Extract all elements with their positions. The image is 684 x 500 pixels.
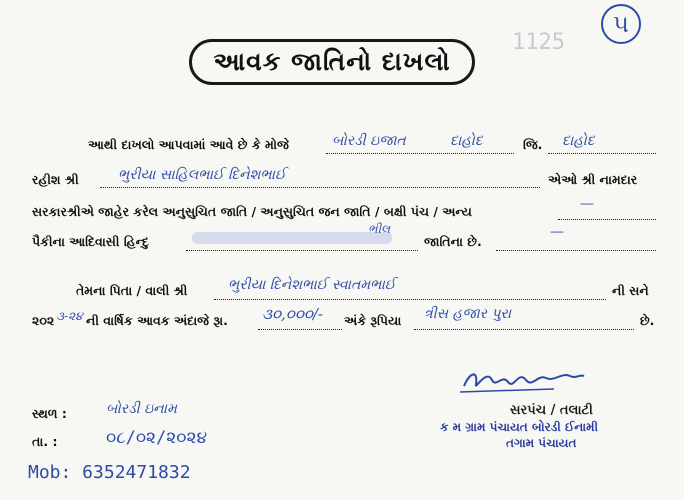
row6-text: ની વાર્ષિક આવક અંદાજે રૂા. [86,313,228,328]
row2-suffix: એઓ શ્રી નામદાર [548,172,638,187]
name-line [100,187,540,188]
mobile-number: Mob: 6352471832 [28,462,191,483]
row4-line [496,250,656,251]
row4-prefix: પૈકીના આદિવાસી હિન્દુ [32,234,149,249]
parent-name: ભુરીયા દિનેશભાઈ સ્વાતમભાઈ [228,277,396,293]
amount-line [258,329,342,330]
certificate-title-box [189,39,475,85]
taluka-value: દાહોદ [450,133,483,149]
stamp-line2: ક મ ગ્રામ પંચાયત બોરડી ઈનામી [440,420,599,434]
year-value: ૩-૨૪ [56,309,83,323]
resident-name: ભુરીયા સાહિલભાઈ દિનેશભાઈ [118,167,286,183]
village-value: બોરડી ઇજાત [332,133,406,149]
row4-value: — [550,224,564,240]
words-line [414,329,634,330]
date-label: તા. : [32,434,58,449]
words-label: અંકે રૂપિયા [344,313,402,328]
row3-text: સરકારશ્રીએ જાહેર કરેલ અનુસુચિત જાતિ / અનુસુચિત જન જાતિ / બક્ષી પંચ / અન્ય [32,204,472,219]
income-words: ત્રીસ હજાર પુરા [424,306,512,322]
stamp-title: સરપંચ / તલાટી [510,403,593,418]
ink-smudge [192,232,392,244]
village-line [326,153,514,154]
row3-line [558,219,656,220]
row6-end: છે. [640,313,655,328]
row3-value: — [580,196,594,212]
certificate-title: આવક જાતિનો દાખલો [213,47,451,76]
place-label: સ્થળ : [32,406,67,421]
place-value: બોરડી ઇનામ [106,401,177,417]
row5-label: તેમના પિતા / વાલી શ્રી [76,283,188,298]
serial-number: ૫ [613,10,629,38]
serial-number-circle [601,4,641,44]
row1-text: આથી દાખલો આપવામાં આવે છે કે મોજે [88,137,289,152]
caste-line [186,250,418,251]
row4-suffix: જાતિના છે. [424,234,482,249]
parent-line [214,299,606,300]
date-value: ૦૮/૦૨/૨૦૨૪ [106,428,207,448]
year-prefix: ૨૦૨ [32,313,55,328]
signature-graphic [458,362,588,396]
district-line [548,153,656,154]
row5-suffix: ની સને [612,283,649,298]
income-amount: ૩૦,૦૦૦/- [262,305,324,323]
caste-value: ભીલ [368,222,391,236]
district-label: જિ. [523,137,543,152]
district-value: દાહોદ [562,133,595,149]
row2-label: રહીશ શ્રી [32,172,79,187]
stamp-line3: તગામ પંચાયત [506,436,577,450]
faint-mark: 1125 [512,30,565,55]
